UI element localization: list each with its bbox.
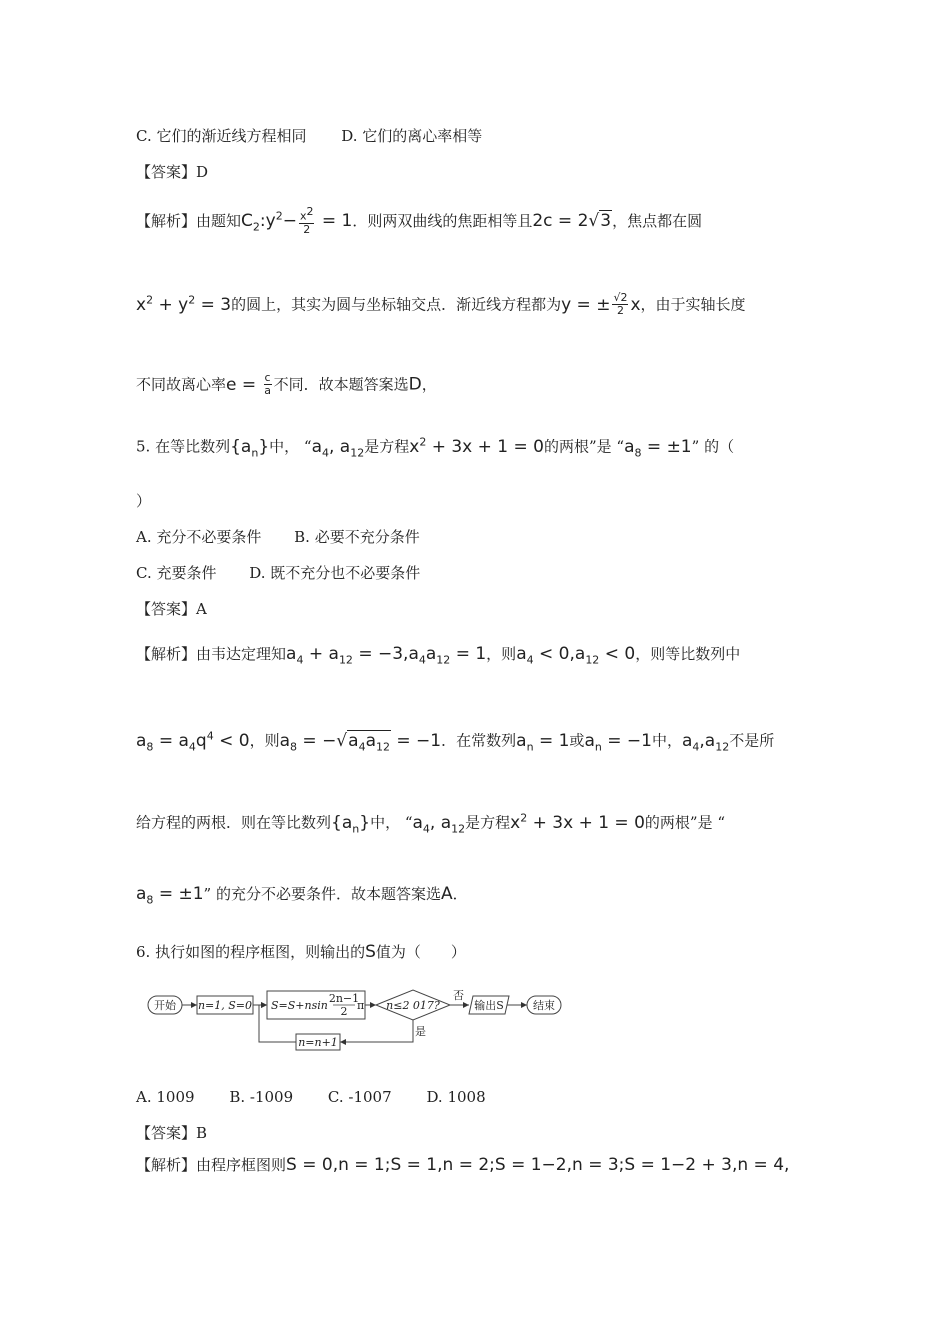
math-iterations: S = 0,n = 1;S = 1,n = 2;S = 1−2,n = 3;S = 1−2 + 3,n = 4, [286,1155,790,1175]
q6-answer: 【答案】B [136,1124,208,1142]
q4-options-cd [136,126,482,146]
math-eccentricity: e = $\frac{c}{a}$ [226,371,271,397]
q5-answer: 【答案】A [136,600,207,618]
flow-output-label: 输出S [474,999,504,1012]
q5-option-c: C. 充要条件 [136,564,217,582]
q4-answer: 【答案】D [136,163,209,181]
explanation-tag: 【解析】 [136,1156,197,1174]
q6-option-c: C. -1007 [327,1088,392,1106]
q6-option-b: B. -1009 [229,1088,294,1106]
q6-option-d: D. 1008 [426,1088,486,1106]
q4-option-d: D. 它们的离心率相等 [341,127,483,145]
flow-end-label: 结束 [533,999,555,1012]
q4-option-c: C. 它们的渐近线方程相同 [136,127,307,145]
math-hyperbola: $C_2:y^2-$ $\frac{x^2}{2}$ = 1 [241,205,353,236]
q6-stem: 6. 执行如图的程序框图，则输出的S值为（ ） [136,942,466,962]
q5-explanation-line-2: $a_8 = a_4q^4 < 0$，则$a_8 = -√a_4a_{12} = -1$．在常数列$a_n = 1$或$a_n = -1$中，$a_4,a_{12}$不是所 [136,729,775,754]
math-equation: $x^2 + 3x + 1 = 0$ [409,435,544,457]
flow-start-label: 开始 [154,999,176,1012]
q4-explanation-line-3: 不同故离心率e = $\frac{c}{a}$ 不同．故本题答案选D， [136,371,437,397]
math-terms: $a_4$, $a_{12}$ [311,436,365,460]
q6-options [136,1087,486,1107]
explanation-tag: 【解析】 [136,645,197,663]
q5-explanation-line-4: $a_8 = \pm 1$” 的充分不必要条件．故本题答案选A． [136,884,468,907]
q5-explanation-line-1: 【解析】由韦达定理知$a_4 + a_{12} = -3,a_4a_{12} = 1$，则$a_4 < 0,a_{12} < 0$，则等比数列中 [136,644,741,667]
q5-option-b: B. 必要不充分条件 [294,528,420,546]
math-a8: $a_8 = \pm 1$ [624,436,692,460]
q5-stem: 5. 在等比数列$\{a_n\}$中， “$a_4$, $a_{12}$是方程$x^2 + 3x + 1 = 0$的两根”是 “$a_8 = \pm 1$” 的（ [136,435,735,460]
math-focal-distance: 2c = 2√3 [532,210,612,231]
flow-condition-label: n≤2 017? [386,999,440,1012]
q5-option-a: A. 充分不必要条件 [136,528,262,546]
flow-update-prefix: S=S+nsin [271,999,328,1012]
math-circle: $x^2 + y^2 = 3$ [136,293,232,315]
flow-update-num: 2n−1 [328,992,360,1005]
math-sequence: $\{a_n\}$ [230,436,270,460]
q5-option-d: D. 既不充分也不必要条件 [249,564,421,582]
q4-explanation-line-1: 【解析】由题知$C_2:y^2-$ $\frac{x^2}{2}$ = 1．则两双曲线的焦距相等且2c = 2√3，焦点都在圆 [136,205,703,236]
q4-explanation-line-2: $x^2 + y^2 = 3$的圆上，其实为圆与坐标轴交点．渐近线方程都为y = ± $\frac{√2}{2}$ x，由于实轴长度 [136,291,746,318]
math-asymptote: y = ± $\frac{√2}{2}$ x [561,291,641,318]
explanation-tag: 【解析】 [136,211,197,230]
flow-init-label: n=1, S=0 [197,999,253,1012]
q5-options-ab [136,527,420,547]
flow-update-den: 2 [340,1005,348,1018]
flowchart [147,989,565,1051]
q5-options-cd [136,563,420,583]
flow-increment-label: n=n+1 [298,1036,338,1049]
flow-no-label: 否 [453,989,464,1002]
q6-explanation-line-1: 【解析】由程序框图则S = 0,n = 1;S = 1,n = 2;S = 1−2,n = 3;S = 1−2 + 3,n = 4, [136,1155,790,1175]
flow-yes-label: 是 [415,1025,426,1038]
q5-stem-close: ） [136,492,152,510]
flow-update-suffix: π [357,999,365,1012]
q6-option-a: A. 1009 [136,1088,195,1106]
q5-explanation-line-3: 给方程的两根．则在等比数列$\{a_n\}$中， “$a_4$, $a_{12}$是方程$x^2 + 3x + 1 = 0$的两根”是 “ [136,811,726,836]
